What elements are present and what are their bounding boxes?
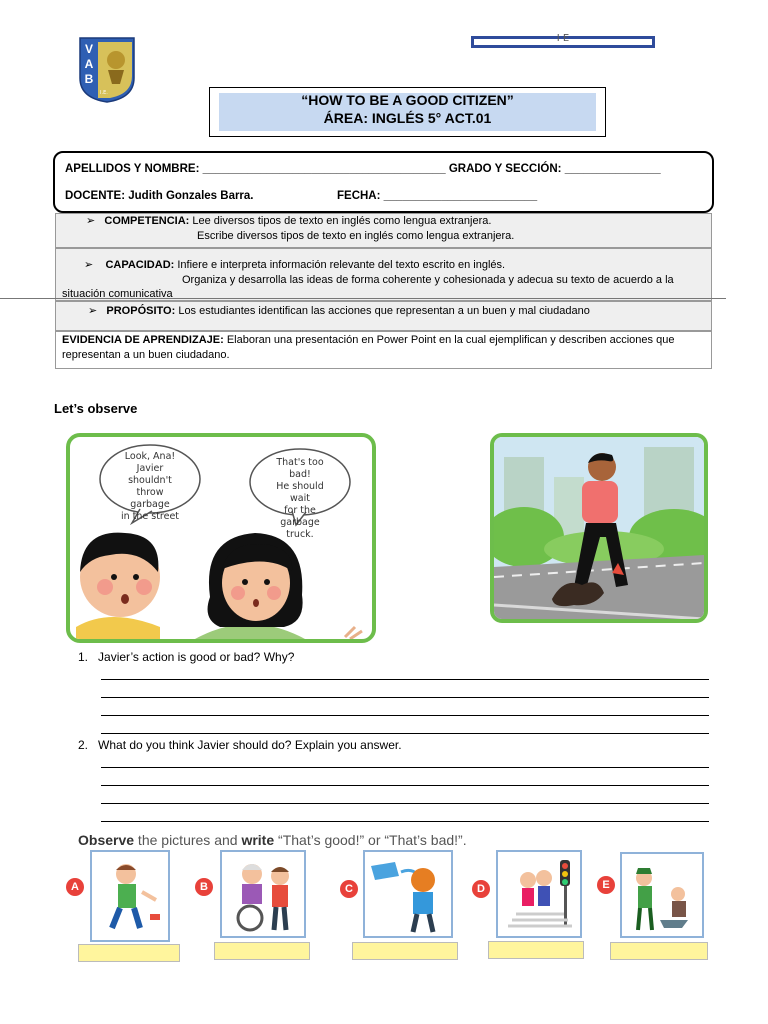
competencia-label: COMPETENCIA: (104, 215, 190, 227)
answer-box-a[interactable] (78, 944, 180, 962)
proposito-section: ➢ PROPÓSITO: Los estudiantes identifican las acciones que representan a un buen y mal ciudadano (55, 301, 712, 331)
bubble-left-line: Look, Ana! (124, 451, 176, 462)
proposito-text: Los estudiantes identifican las acciones que representan a un buen y mal ciudadano (175, 305, 590, 317)
competencia-text-2: Escribe diversos tipos de texto en inglés como lengua extranjera. (197, 230, 515, 242)
picture-card-d (496, 850, 582, 938)
logo-motto: I.E. (100, 90, 108, 96)
bubble-left-line: throw garbage (130, 487, 170, 510)
instruction-word: Observe (78, 832, 135, 848)
question-text: What do you think Javier should do? Explain you answer. (98, 738, 402, 752)
question-number: 1. (78, 650, 89, 664)
question-text: Javier’s action is good or bad? Why? (98, 650, 295, 664)
competencia-section: ➢ COMPETENCIA: Lee diversos tipos de texto en inglés como lengua extranjera. Escribe diversos tipos de texto en inglés como lengua extranjera. (55, 213, 712, 248)
capacidad-text-3: situación comunicativa (62, 288, 173, 300)
dialogue-illustration (66, 433, 376, 643)
label-c: C (340, 880, 358, 898)
page-title: “HOW TO BE A GOOD CITIZEN” (301, 92, 514, 108)
answer-box-d[interactable] (488, 941, 584, 959)
capacidad-text-1: Infiere e interpreta información relevante del texto escrito en inglés. (174, 259, 506, 271)
student-info-box (53, 151, 714, 213)
date-field: FECHA: ________________________ (337, 190, 538, 202)
answer-line[interactable] (101, 767, 709, 768)
instruction-text: “That’s good!” or “That’s bad!”. (274, 832, 467, 848)
divider (0, 298, 726, 299)
observe-instruction (78, 832, 467, 848)
bubble-left-line: in the street (120, 511, 180, 522)
evidencia-text: Elaboran una presentación en Power Point en la cual ejemplifican y describen acciones que representan a un buen ciudadano. (62, 334, 675, 361)
label-a: A (66, 878, 84, 896)
logo-letters: VAB (84, 42, 94, 86)
page-subtitle: ÁREA: INGLÉS 5° ACT.01 (323, 110, 492, 126)
bubble-right-line: truck. (286, 529, 314, 540)
picture-card-a (90, 850, 170, 942)
proposito-label: PROPÓSITO: (106, 305, 176, 317)
teacher-label: DOCENTE: Judith Gonzales Barra. (65, 190, 254, 202)
answer-line[interactable] (101, 733, 709, 734)
answer-line[interactable] (101, 803, 709, 804)
picture-card-e (620, 852, 704, 938)
answer-line[interactable] (101, 715, 709, 716)
evidencia-label: EVIDENCIA DE APRENDIZAJE: (62, 334, 224, 346)
capacidad-text-2: Organiza y desarrolla las ideas de forma coherente y cohesionada y adecua su texto de acuerdo a la (182, 274, 674, 286)
evidencia-section (55, 331, 712, 369)
answer-box-e[interactable] (610, 942, 708, 960)
answer-box-c[interactable] (352, 942, 458, 960)
competencia-text-1: Lee diversos tipos de texto en inglés como lengua extranjera. (189, 215, 492, 227)
answer-line[interactable] (101, 785, 709, 786)
bubble-right-line: That's too bad! (276, 457, 324, 480)
name-grade-field: APELLIDOS Y NOMBRE: ______________________________________ GRADO Y SECCIÓN: _______________ (65, 163, 661, 175)
speech-bubble-right (268, 457, 332, 541)
school-logo (78, 36, 136, 104)
top-bar: I E (471, 36, 655, 48)
bubble-right-line: for the garbage (280, 505, 320, 528)
speech-bubble-left (120, 451, 180, 523)
label-e: E (597, 876, 615, 894)
answer-box-b[interactable] (214, 942, 310, 960)
answer-line[interactable] (101, 821, 709, 822)
title-box (209, 87, 606, 137)
answer-line[interactable] (101, 679, 709, 680)
capacidad-section: ➢ CAPACIDAD: Infiere e interpreta información relevante del texto escrito en inglés. Organiza y desarrolla las ideas de forma coherente y cohesionada y adecua su texto de acuerdo a la situación comunicativa (55, 248, 712, 301)
bubble-left-line: Javier shouldn't (128, 463, 172, 486)
littering-illustration (490, 433, 708, 623)
observe-heading: Let’s observe (54, 401, 138, 416)
label-d: D (472, 880, 490, 898)
instruction-text: the pictures and (134, 832, 242, 848)
picture-card-b (220, 850, 306, 938)
answer-line[interactable] (101, 697, 709, 698)
question-2 (78, 738, 402, 752)
picture-card-c (363, 850, 453, 938)
question-number: 2. (78, 738, 89, 752)
instruction-word: write (241, 832, 275, 848)
bubble-right-line: He should wait (276, 481, 324, 504)
label-b: B (195, 878, 213, 896)
question-1 (78, 650, 294, 664)
capacidad-label: CAPACIDAD: (105, 259, 175, 271)
